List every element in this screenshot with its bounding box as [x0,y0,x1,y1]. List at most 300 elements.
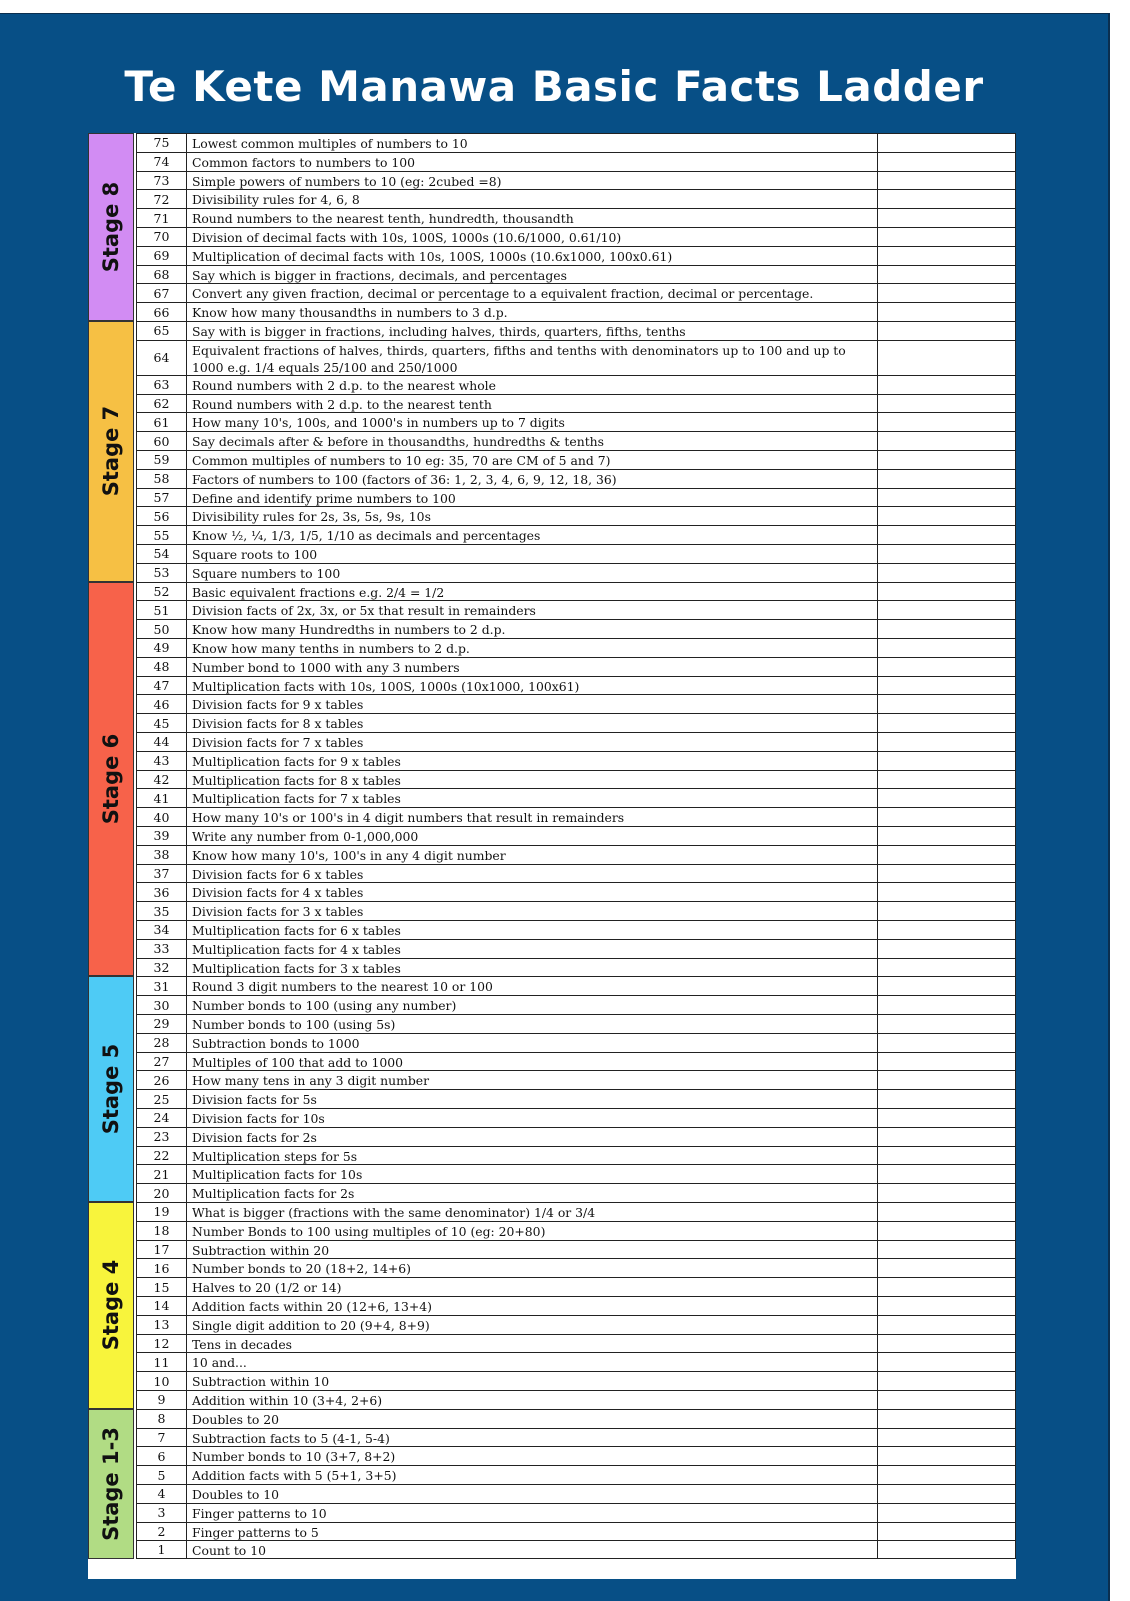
table-row [136,431,1016,450]
stage-label: Stage 7 [99,406,123,497]
fact-description: Common factors to numbers to 100 [187,153,878,171]
stage-label: Stage 1-3 [99,1427,123,1541]
check-cell[interactable] [878,1184,1016,1202]
fact-description: Division facts for 3 x tables [187,902,878,920]
stage-band [88,1202,134,1409]
check-cell[interactable] [878,303,1016,321]
fact-description: Addition facts with 5 (5+1, 3+5) [187,1466,878,1484]
fact-description: Say which is bigger in fractions, decimals, and percentages [187,266,878,284]
table-row [136,321,1016,340]
fact-number: 23 [136,1128,187,1146]
check-cell[interactable] [878,507,1016,525]
fact-number: 28 [136,1034,187,1052]
table-row [136,676,1016,695]
table-row [136,694,1016,713]
fact-number: 66 [136,303,187,321]
check-cell[interactable] [878,247,1016,265]
table-row [136,375,1016,394]
fact-description: Multiplication facts for 4 x tables [187,940,878,958]
stage-band [88,133,134,321]
table-row [136,713,1016,732]
check-cell[interactable] [878,1541,1016,1558]
fact-number: 12 [136,1335,187,1353]
check-cell[interactable] [878,940,1016,958]
fact-number: 44 [136,733,187,751]
fact-number: 9 [136,1391,187,1409]
check-cell[interactable] [878,1278,1016,1296]
fact-description: Square roots to 100 [187,545,878,563]
check-cell[interactable] [878,959,1016,977]
fact-number: 26 [136,1071,187,1089]
check-cell[interactable] [878,677,1016,695]
fact-number: 13 [136,1316,187,1334]
fact-number: 18 [136,1222,187,1240]
fact-number: 17 [136,1241,187,1259]
fact-description: Know how many thousandths in numbers to 3 d.p. [187,303,878,321]
fact-description: Division facts for 10s [187,1109,878,1127]
table-row [136,638,1016,657]
check-cell[interactable] [878,846,1016,864]
fact-description: Multiplication facts for 8 x tables [187,771,878,789]
table-row [136,1409,1016,1428]
check-cell[interactable] [878,376,1016,394]
check-cell[interactable] [878,902,1016,920]
check-cell[interactable] [878,564,1016,582]
check-cell[interactable] [878,1391,1016,1409]
fact-description: Count to 10 [187,1541,878,1558]
table-row [136,246,1016,265]
check-cell[interactable] [878,1316,1016,1334]
check-cell[interactable] [878,1335,1016,1353]
check-cell[interactable] [878,977,1016,995]
table-row [136,1221,1016,1240]
fact-number: 40 [136,808,187,826]
table-row [136,1296,1016,1315]
fact-description: Division facts for 9 x tables [187,695,878,713]
fact-description: Addition within 10 (3+4, 2+6) [187,1391,878,1409]
table-row [136,920,1016,939]
fact-number: 45 [136,714,187,732]
table-row [136,189,1016,208]
check-cell[interactable] [878,341,1016,375]
fact-description: How many tens in any 3 digit number [187,1071,878,1089]
fact-description: Tens in decades [187,1335,878,1353]
check-cell[interactable] [878,1297,1016,1315]
check-cell[interactable] [878,583,1016,601]
check-cell[interactable] [878,395,1016,413]
stage-label: Stage 8 [99,181,123,273]
check-cell[interactable] [878,658,1016,676]
fact-description: Write any number from 0-1,000,000 [187,827,878,845]
fact-number: 6 [136,1447,187,1465]
table-row [136,770,1016,789]
table-row [136,340,1016,375]
fact-description: Number bond to 1000 with any 3 numbers [187,658,878,676]
fact-description: Division facts for 8 x tables [187,714,878,732]
fact-number: 11 [136,1353,187,1371]
stage-band [88,582,134,977]
table-row [136,283,1016,302]
check-cell[interactable] [878,620,1016,638]
check-cell[interactable] [878,1053,1016,1071]
check-cell[interactable] [878,827,1016,845]
fact-description: Number bonds to 100 (using 5s) [187,1015,878,1033]
check-cell[interactable] [878,1222,1016,1240]
stage-band [88,1409,134,1559]
table-row [136,1371,1016,1390]
fact-description: Define and identify prime numbers to 100 [187,489,878,507]
fact-number: 33 [136,940,187,958]
table-row [136,1033,1016,1052]
fact-number: 74 [136,153,187,171]
fact-number: 41 [136,789,187,807]
fact-description: Subtraction within 20 [187,1241,878,1259]
fact-description: Know how many 10's, 100's in any 4 digit number [187,846,878,864]
fact-description: Number Bonds to 100 using multiples of 10 (eg: 20+80) [187,1222,878,1240]
fact-description: Halves to 20 (1/2 or 14) [187,1278,878,1296]
check-cell[interactable] [878,1259,1016,1277]
check-cell[interactable] [878,695,1016,713]
fact-number: 39 [136,827,187,845]
fact-number: 22 [136,1147,187,1165]
table-row [136,1428,1016,1447]
check-cell[interactable] [878,771,1016,789]
fact-description: Multiplication facts for 3 x tables [187,959,878,977]
table-row [136,600,1016,619]
check-cell[interactable] [878,1090,1016,1108]
check-cell[interactable] [878,601,1016,619]
fact-description: Square numbers to 100 [187,564,878,582]
check-cell[interactable] [878,1241,1016,1259]
fact-number: 49 [136,639,187,657]
check-cell[interactable] [878,413,1016,431]
fact-number: 53 [136,564,187,582]
table-row [136,1503,1016,1522]
fact-description: Round 3 digit numbers to the nearest 10 or 100 [187,977,878,995]
fact-description: Know how many Hundredths in numbers to 2 d.p. [187,620,878,638]
fact-number: 70 [136,228,187,246]
table-row [136,958,1016,977]
table-row [136,1014,1016,1033]
fact-number: 75 [136,134,187,152]
fact-number: 63 [136,376,187,394]
check-cell[interactable] [878,808,1016,826]
fact-description: Common multiples of numbers to 10 eg: 35, 70 are CM of 5 and 7) [187,451,878,469]
check-cell[interactable] [878,1128,1016,1146]
fact-number: 36 [136,883,187,901]
table-row [136,845,1016,864]
poster [0,13,1110,1601]
fact-description: Round numbers to the nearest tenth, hundredth, thousandth [187,209,878,227]
table-row [136,1146,1016,1165]
fact-description: How many 10's or 100's in 4 digit numbers that result in remainders [187,808,878,826]
table-row [136,1070,1016,1089]
table-row [136,1240,1016,1259]
fact-number: 62 [136,395,187,413]
check-cell[interactable] [878,883,1016,901]
fact-description: Factors of numbers to 100 (factors of 36: 1, 2, 3, 4, 6, 9, 12, 18, 36) [187,470,878,488]
table-row [136,1540,1016,1559]
fact-number: 31 [136,977,187,995]
check-cell[interactable] [878,1447,1016,1465]
check-cell[interactable] [878,322,1016,340]
fact-number: 35 [136,902,187,920]
table-row [136,171,1016,190]
check-cell[interactable] [878,489,1016,507]
fact-description: Multiplication facts with 10s, 100S, 1000s (10x1000, 100x61) [187,677,878,695]
fact-description: Basic equivalent fractions e.g. 2/4 = 1/2 [187,583,878,601]
fact-number: 37 [136,865,187,883]
fact-description: Single digit addition to 20 (9+4, 8+9) [187,1316,878,1334]
table-row [136,657,1016,676]
table-row [136,864,1016,883]
check-cell[interactable] [878,470,1016,488]
fact-description: Divisibility rules for 2s, 3s, 5s, 9s, 10s [187,507,878,525]
fact-description: Subtraction facts to 5 (4-1, 5-4) [187,1429,878,1447]
table-row [136,1258,1016,1277]
fact-number: 69 [136,247,187,265]
table-row [136,1127,1016,1146]
fact-number: 42 [136,771,187,789]
stage-band [88,976,134,1202]
fact-number: 57 [136,489,187,507]
fact-number: 2 [136,1523,187,1541]
table-row [136,469,1016,488]
table-row [136,1446,1016,1465]
table-row [136,1465,1016,1484]
fact-description: Doubles to 20 [187,1410,878,1428]
fact-number: 5 [136,1466,187,1484]
check-cell[interactable] [878,789,1016,807]
table-row [136,1522,1016,1541]
table-row [136,412,1016,431]
fact-description: Multiplication facts for 2s [187,1184,878,1202]
fact-number: 65 [136,322,187,340]
fact-number: 29 [136,1015,187,1033]
table-row [136,302,1016,321]
table-row [136,563,1016,582]
check-cell[interactable] [878,865,1016,883]
check-cell[interactable] [878,639,1016,657]
fact-number: 55 [136,526,187,544]
fact-description: Convert any given fraction, decimal or percentage to a equivalent fraction, decimal or percentage. [187,284,878,302]
check-cell[interactable] [878,714,1016,732]
table-row [136,1202,1016,1221]
fact-number: 73 [136,172,187,190]
fact-description: Round numbers with 2 d.p. to the nearest whole [187,376,878,394]
check-cell[interactable] [878,432,1016,450]
table-row [136,133,1016,152]
check-cell[interactable] [878,1372,1016,1390]
fact-number: 16 [136,1259,187,1277]
check-cell[interactable] [878,752,1016,770]
table-row [136,1108,1016,1127]
fact-number: 4 [136,1485,187,1503]
check-cell[interactable] [878,1071,1016,1089]
fact-number: 15 [136,1278,187,1296]
fact-description: Simple powers of numbers to 10 (eg: 2cubed =8) [187,172,878,190]
table-row [136,826,1016,845]
fact-number: 64 [136,341,187,375]
table-row [136,1183,1016,1202]
check-cell[interactable] [878,284,1016,302]
table-row [136,1164,1016,1183]
fact-number: 58 [136,470,187,488]
fact-description: Number bonds to 20 (18+2, 14+6) [187,1259,878,1277]
table-row [136,619,1016,638]
table-row [136,807,1016,826]
table-row [136,1352,1016,1371]
check-cell[interactable] [878,1109,1016,1127]
fact-number: 56 [136,507,187,525]
fact-description: Addition facts within 20 (12+6, 13+4) [187,1297,878,1315]
check-cell[interactable] [878,134,1016,152]
check-cell[interactable] [878,1410,1016,1428]
check-cell[interactable] [878,733,1016,751]
table-row [136,1089,1016,1108]
table-row [136,525,1016,544]
stage-label: Stage 6 [99,733,123,825]
stage-label: Stage 5 [99,1043,123,1135]
check-cell[interactable] [878,451,1016,469]
check-cell[interactable] [878,1466,1016,1484]
check-cell[interactable] [878,1429,1016,1447]
fact-description: Say decimals after & before in thousandths, hundredths & tenths [187,432,878,450]
check-cell[interactable] [878,1015,1016,1033]
table-row [136,939,1016,958]
check-cell[interactable] [878,1203,1016,1221]
fact-number: 47 [136,677,187,695]
table-row [136,450,1016,469]
fact-description: Number bonds to 100 (using any number) [187,996,878,1014]
fact-description: Divisibility rules for 4, 6, 8 [187,190,878,208]
check-cell[interactable] [878,172,1016,190]
table-row [136,1390,1016,1409]
check-cell[interactable] [878,153,1016,171]
check-cell[interactable] [878,266,1016,284]
table-row [136,882,1016,901]
page-title: Te Kete Manawa Basic Facts Ladder [124,62,984,111]
fact-number: 68 [136,266,187,284]
fact-description: Doubles to 10 [187,1485,878,1503]
check-cell[interactable] [878,1034,1016,1052]
fact-number: 7 [136,1429,187,1447]
fact-number: 72 [136,190,187,208]
table-row [136,1334,1016,1353]
fact-number: 43 [136,752,187,770]
fact-description: Subtraction bonds to 1000 [187,1034,878,1052]
fact-number: 60 [136,432,187,450]
fact-number: 24 [136,1109,187,1127]
fact-number: 20 [136,1184,187,1202]
check-cell[interactable] [878,1165,1016,1183]
fact-number: 19 [136,1203,187,1221]
check-cell[interactable] [878,526,1016,544]
fact-number: 52 [136,583,187,601]
check-cell[interactable] [878,209,1016,227]
table-row [136,227,1016,246]
table-row [136,1315,1016,1334]
table-row [136,901,1016,920]
table-row [136,544,1016,563]
table-row [136,506,1016,525]
table-row [136,208,1016,227]
check-cell[interactable] [878,996,1016,1014]
check-cell[interactable] [878,1523,1016,1541]
table-row [136,265,1016,284]
fact-number: 3 [136,1504,187,1522]
fact-number: 59 [136,451,187,469]
facts-ladder-table [88,133,1016,1579]
fact-number: 32 [136,959,187,977]
fact-description: Division facts for 7 x tables [187,733,878,751]
fact-description: Multiples of 100 that add to 1000 [187,1053,878,1071]
check-cell[interactable] [878,1504,1016,1522]
fact-description: What is bigger (fractions with the same denominator) 1/4 or 3/4 [187,1203,878,1221]
fact-description: Multiplication facts for 9 x tables [187,752,878,770]
check-cell[interactable] [878,921,1016,939]
table-row [136,1277,1016,1296]
fact-number: 38 [136,846,187,864]
stage-label: Stage 4 [99,1260,123,1351]
fact-number: 54 [136,545,187,563]
check-cell[interactable] [878,228,1016,246]
fact-number: 61 [136,413,187,431]
check-cell[interactable] [878,1147,1016,1165]
check-cell[interactable] [878,1353,1016,1371]
fact-description: Multiplication steps for 5s [187,1147,878,1165]
fact-number: 71 [136,209,187,227]
fact-number: 10 [136,1372,187,1390]
table-row [136,788,1016,807]
check-cell[interactable] [878,1485,1016,1503]
fact-number: 8 [136,1410,187,1428]
table-row [136,1052,1016,1071]
fact-description: Subtraction within 10 [187,1372,878,1390]
table-row [136,152,1016,171]
fact-description: Know how many tenths in numbers to 2 d.p. [187,639,878,657]
fact-number: 50 [136,620,187,638]
table-row [136,732,1016,751]
fact-number: 1 [136,1541,187,1558]
fact-description: Multiplication facts for 7 x tables [187,789,878,807]
fact-description: Division facts for 5s [187,1090,878,1108]
fact-number: 48 [136,658,187,676]
fact-number: 46 [136,695,187,713]
fact-number: 27 [136,1053,187,1071]
table-row [136,582,1016,601]
fact-description: Division facts for 2s [187,1128,878,1146]
fact-description: Multiplication facts for 6 x tables [187,921,878,939]
fact-number: 67 [136,284,187,302]
table-row [136,1484,1016,1503]
check-cell[interactable] [878,190,1016,208]
fact-number: 34 [136,921,187,939]
fact-description: Multiplication of decimal facts with 10s, 100S, 1000s (10.6x1000, 100x0.61) [187,247,878,265]
table-row [136,995,1016,1014]
check-cell[interactable] [878,545,1016,563]
fact-description: Lowest common multiples of numbers to 10 [187,134,878,152]
fact-description: How many 10's, 100s, and 1000's in numbers up to 7 digits [187,413,878,431]
fact-description: Finger patterns to 5 [187,1523,878,1541]
fact-description: Finger patterns to 10 [187,1504,878,1522]
fact-description: Division facts for 6 x tables [187,865,878,883]
table-row [136,488,1016,507]
fact-description: Equivalent fractions of halves, thirds, quarters, fifths and tenths with denominators up to 100 and up to 1000 e.g. 1/4 equals 25/100 and 250/1000 [187,341,878,375]
stage-band [88,321,134,582]
fact-number: 21 [136,1165,187,1183]
fact-description: Division facts for 4 x tables [187,883,878,901]
